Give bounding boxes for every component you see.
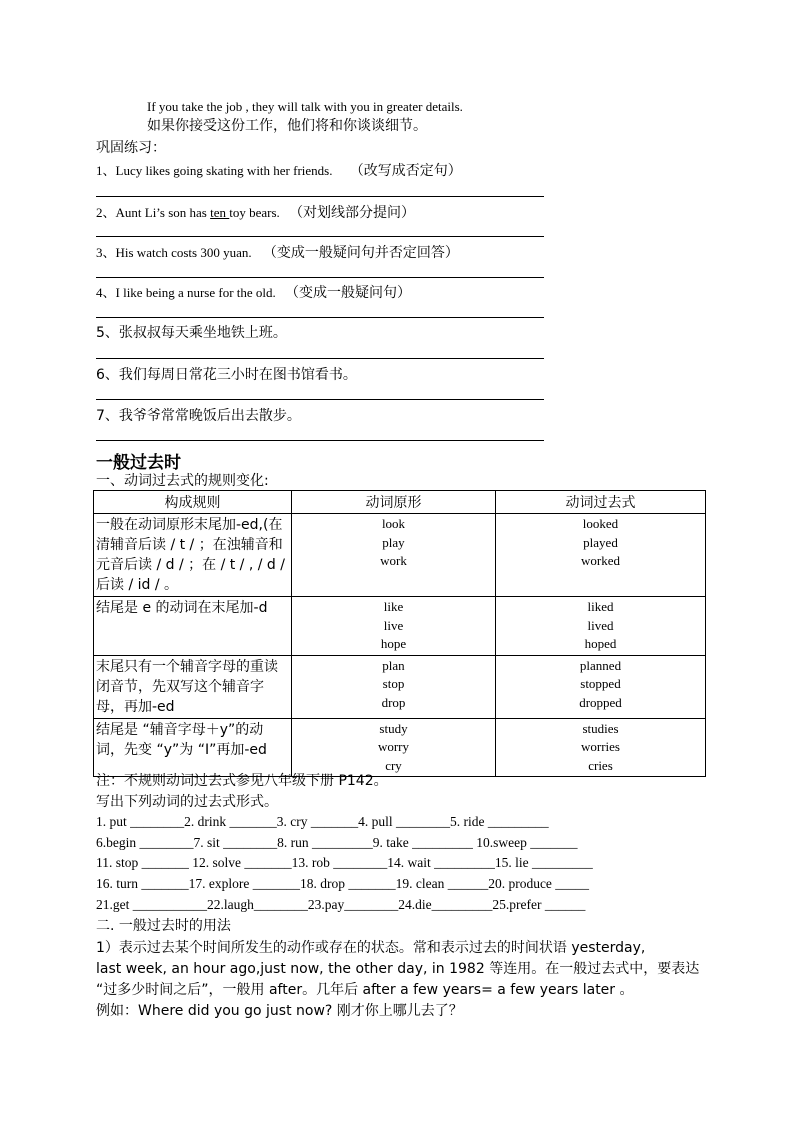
practice-item-2-note: （对划线部分提问）	[289, 205, 416, 221]
practice-item-4	[96, 282, 411, 302]
rule-cell: 末尾只有一个辅音字母的重读闭音节，先双写这个辅音字母，再加-ed	[94, 655, 292, 718]
past-word: planned	[579, 657, 622, 673]
rules-table	[93, 490, 706, 777]
answer-line	[96, 277, 544, 278]
practice-item-3-text: 3、His watch costs 300 yuan.	[96, 245, 252, 260]
past-word: liked	[587, 599, 614, 614]
table-row	[94, 597, 706, 656]
table-row	[94, 718, 706, 777]
example-sentence-en: If you take the job , they will talk with you in greater details.	[147, 99, 463, 114]
usage-title: 二. 一般过去时的用法	[96, 918, 231, 934]
past-word: worries	[581, 739, 620, 754]
table-row	[94, 514, 706, 597]
base-word: look	[381, 516, 406, 531]
base-word: hope	[380, 636, 407, 651]
base-word: like	[383, 599, 404, 614]
practice-item-2-text-end: toy bears.	[229, 205, 280, 220]
rule-cell: 结尾是 e 的动词在末尾加-d	[94, 597, 292, 656]
past-word: looked	[582, 516, 619, 531]
past-word: studies	[582, 720, 619, 736]
practice-item-3	[96, 242, 459, 262]
base-word: worry	[377, 739, 410, 754]
practice-item-2-text: 2、Aunt Li’s son has	[96, 205, 211, 220]
practice-item-3-note: （变成一般疑问句并否定回答）	[262, 245, 459, 261]
past-word: worked	[581, 553, 620, 568]
base-word: stop	[382, 676, 405, 691]
base-word: live	[383, 617, 404, 633]
table-row	[94, 655, 706, 718]
practice-item-1	[96, 160, 462, 180]
usage-example: 例如：Where did you go just now? 刚才你上哪儿去了？	[96, 1003, 463, 1019]
usage-line: “过多少时间之后”，一般用 after。几年后 after a few years= a few years later 。	[96, 982, 634, 998]
practice-item-7: 7、我爷爷常常晚饭后出去散步。	[96, 408, 301, 424]
past-word: hoped	[584, 636, 617, 651]
past-form-cell	[496, 718, 706, 777]
note-irregular: 注：不规则动词过去式参见八年级下册 P142。	[96, 773, 388, 789]
past-form-cell	[496, 655, 706, 718]
practice-item-5: 5、张叔叔每天乘坐地铁上班。	[96, 325, 287, 341]
practice-title: 巩固练习：	[96, 140, 166, 156]
usage-line: last week, an hour ago,just now, the other day, in 1982 等连用。在一般过去式中，要表达	[96, 961, 700, 977]
answer-line	[96, 317, 544, 318]
practice-item-2	[96, 202, 415, 222]
table-header-row	[94, 491, 706, 514]
base-form-cell	[292, 718, 496, 777]
section-subheading: 一、动词过去式的规则变化:	[96, 473, 269, 489]
rule-cell: 结尾是 “辅音字母＋y”的动词，先变 “y”为 “I”再加-ed	[94, 718, 292, 777]
base-form-cell	[292, 514, 496, 597]
verb-exercise-row: 21.get ___________22.laugh________23.pay________24.die_________25.prefer ______	[96, 897, 586, 912]
answer-line	[96, 399, 544, 400]
practice-item-6: 6、我们每周日常花三小时在图书馆看书。	[96, 367, 357, 383]
practice-item-4-text: 4、I like being a nurse for the old.	[96, 285, 276, 300]
answer-line	[96, 358, 544, 359]
base-form-cell	[292, 655, 496, 718]
section-heading: 一般过去时	[96, 453, 181, 473]
past-word: lived	[587, 617, 614, 633]
answer-line	[96, 440, 544, 441]
table-header: 动词过去式	[496, 491, 706, 514]
past-form-cell	[496, 514, 706, 597]
usage-line: 1）表示过去某个时间所发生的动作或存在的状态。常和表示过去的时间状语 yesterday,	[96, 940, 646, 956]
practice-item-4-note: （变成一般疑问句）	[285, 285, 412, 301]
past-form-cell	[496, 597, 706, 656]
base-word: cry	[385, 757, 402, 773]
rule-cell: 一般在动词原形末尾加-ed,(在清辅音后读 / t / ；在浊辅音和元音后读 / d / ；在 / t / , / d / 后读 / id / 。	[94, 514, 292, 597]
table-header: 构成规则	[94, 491, 292, 514]
verb-exercise-row: 6.begin ________7. sit ________8. run _________9. take _________ 10.sweep _______	[96, 835, 578, 850]
practice-item-1-text: 1、Lucy likes going skating with her friends.	[96, 163, 333, 178]
past-word: cries	[588, 757, 613, 773]
note-instruction: 写出下列动词的过去式形式。	[96, 794, 278, 810]
past-word: played	[583, 534, 618, 550]
answer-line	[96, 196, 544, 197]
verb-exercise-row: 16. turn _______17. explore _______18. drop _______19. clean ______20. produce _____	[96, 876, 590, 891]
answer-line	[96, 236, 544, 237]
base-word: study	[379, 720, 408, 736]
past-word: dropped	[579, 694, 622, 710]
underlined-word: ten	[210, 205, 230, 220]
base-word: plan	[382, 657, 405, 673]
base-form-cell	[292, 597, 496, 656]
verb-exercise-row: 11. stop _______ 12. solve _______13. rob ________14. wait _________15. lie _________	[96, 855, 593, 870]
past-word: stopped	[580, 676, 621, 691]
example-sentence-cn: 如果你接受这份工作，他们将和你谈谈细节。	[147, 118, 427, 134]
practice-item-1-note: （改写成否定句）	[349, 163, 462, 179]
verb-exercise-row: 1. put ________2. drink _______3. cry _______4. pull ________5. ride _________	[96, 814, 549, 829]
base-word: play	[382, 534, 405, 550]
table-header: 动词原形	[292, 491, 496, 514]
base-word: work	[380, 553, 407, 568]
base-word: drop	[381, 694, 406, 710]
